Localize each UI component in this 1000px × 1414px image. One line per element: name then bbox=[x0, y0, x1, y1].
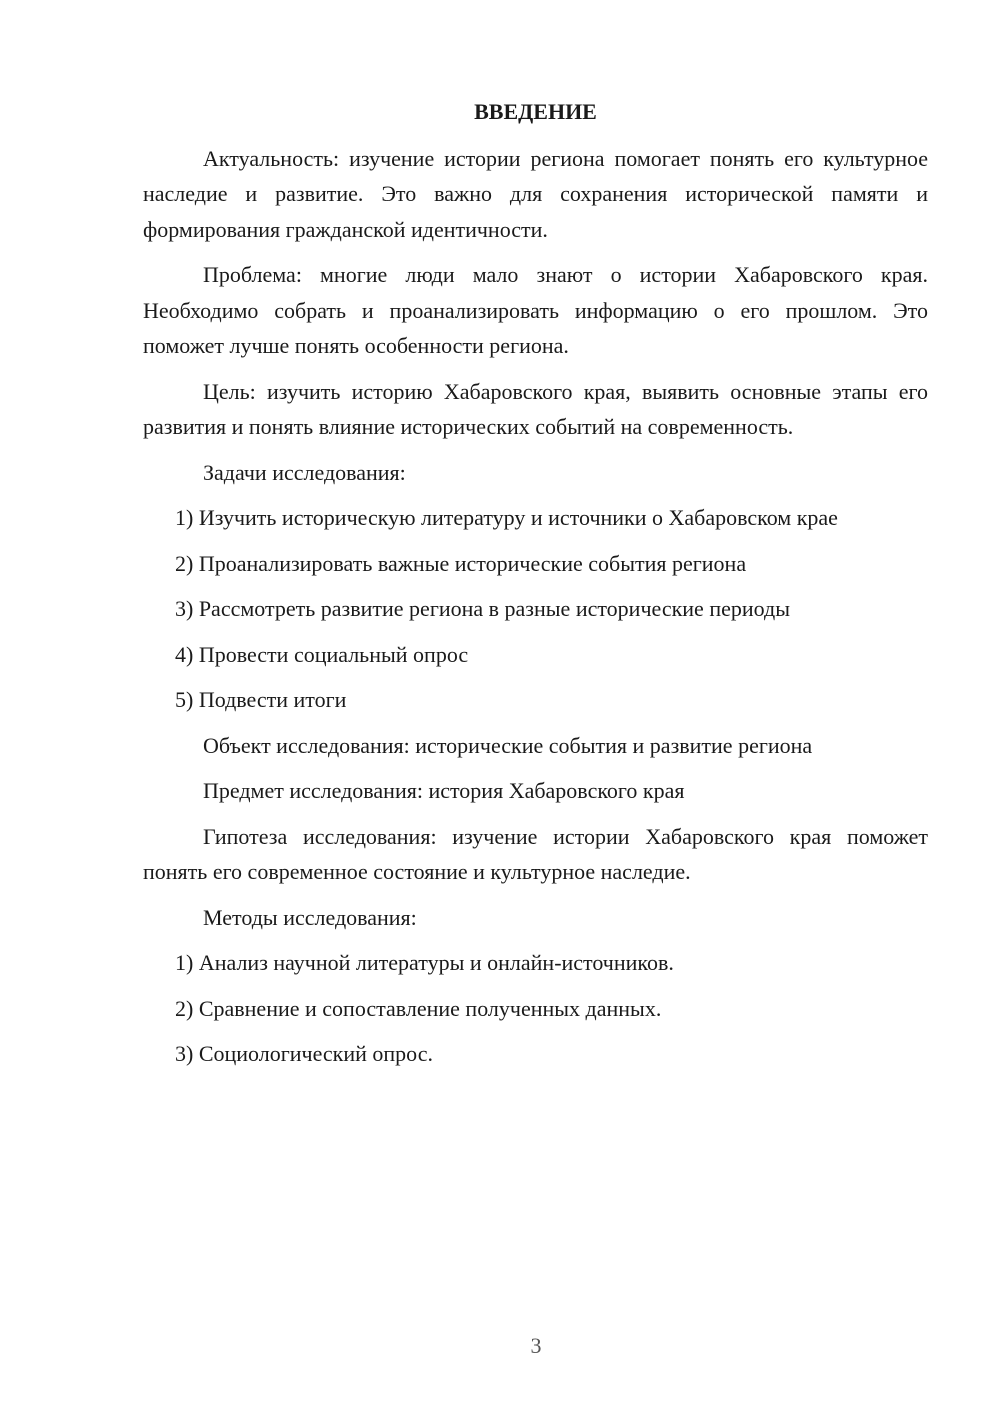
relevance-paragraph: Актуальность: изучение истории региона помогает понять его культурное наследие и развитие. Это важно для сохранения исторической памяти и формирования гражданской идентичности. bbox=[143, 145, 928, 242]
list-item: 2) Сравнение и сопоставление полученных данных. bbox=[175, 995, 662, 1021]
goal-paragraph: Цель: изучить историю Хабаровского края, выявить основные этапы его развития и понять влияние исторических событий на современность. bbox=[143, 378, 928, 439]
hypothesis-paragraph: Гипотеза исследования: изучение истории Хабаровского края поможет понять его современное состояние и культурное наследие. bbox=[143, 823, 928, 884]
list-item: 4) Провести социальный опрос bbox=[175, 641, 469, 667]
list-item: 5) Подвести итоги bbox=[175, 687, 347, 712]
list-item: 2) Проанализировать важные исторические события региона bbox=[175, 550, 747, 576]
list-item: 1) Анализ научной литературы и онлайн-источников. bbox=[175, 950, 674, 975]
tasks-list bbox=[143, 500, 928, 718]
problem-paragraph: Проблема: многие люди мало знают о истории Хабаровского края. Необходимо собрать и проанализировать информацию о его прошлом. Это поможет лучше понять особенности региона. bbox=[143, 262, 928, 358]
methods-heading: Методы исследования: bbox=[203, 904, 417, 930]
object-paragraph: Объект исследования: исторические события и развитие региона bbox=[203, 732, 813, 758]
subject-paragraph: Предмет исследования: история Хабаровского края bbox=[203, 778, 685, 803]
list-item: 3) Социологический опрос. bbox=[175, 1041, 433, 1066]
page-title: ВВЕДЕНИЕ bbox=[474, 99, 597, 124]
page-number: 3 bbox=[530, 1333, 542, 1358]
methods-list bbox=[143, 945, 928, 1072]
list-item: 1) Изучить историческую литературу и источники о Хабаровском крае bbox=[175, 505, 838, 530]
list-item: 3) Рассмотреть развитие региона в разные исторические периоды bbox=[175, 596, 790, 621]
tasks-heading: Задачи исследования: bbox=[203, 459, 406, 485]
page-content bbox=[143, 94, 928, 1082]
